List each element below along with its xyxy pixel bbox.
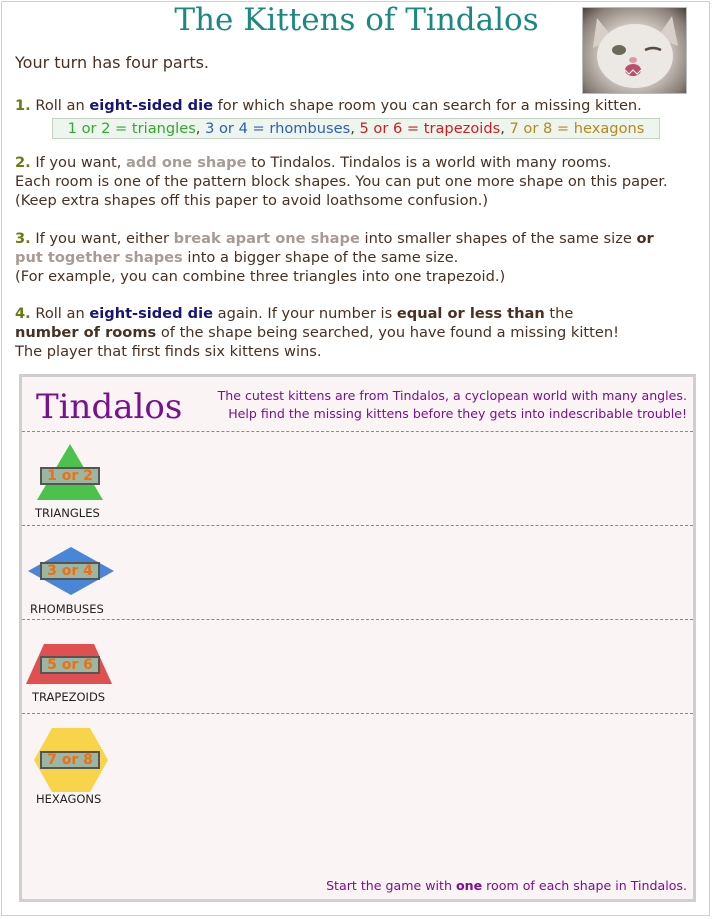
board-title: Tindalos xyxy=(36,387,183,427)
room-hexagons xyxy=(22,714,222,814)
step-2 xyxy=(15,153,668,210)
room-trapezoids xyxy=(22,620,222,713)
separator: , xyxy=(195,120,206,137)
room-rhombuses xyxy=(22,526,222,619)
step-text: into smaller shapes of the same size xyxy=(359,230,637,247)
mapping-trapezoids: 5 or 6 = trapezoids xyxy=(359,120,501,137)
separator: , xyxy=(350,120,360,137)
emphasis: equal or less than xyxy=(396,305,545,322)
footer-text: room of each shape in Tindalos. xyxy=(482,878,687,893)
step-number: 2. xyxy=(15,154,31,171)
mapping-triangles: 1 or 2 = triangles xyxy=(67,120,196,137)
step-text: (For example, you can combine three triangles into one trapezoid.) xyxy=(15,268,506,285)
step-text: (Keep extra shapes off this paper to avoid loathsome confusion.) xyxy=(15,192,489,209)
room-name: TRAPEZOIDS xyxy=(32,690,106,704)
board-subtitle xyxy=(218,387,687,423)
step-text: the xyxy=(544,305,574,322)
step-text: The player that first finds six kittens wins. xyxy=(15,343,322,360)
intro-text: Your turn has four parts. xyxy=(15,53,210,72)
emphasis: add one shape xyxy=(126,154,247,171)
step-3 xyxy=(15,229,654,286)
kitten-photo xyxy=(582,7,687,94)
step-text: Roll an xyxy=(30,97,90,114)
room-name: TRIANGLES xyxy=(35,506,100,520)
room-triangles xyxy=(22,432,222,525)
emphasis: number of rooms xyxy=(15,324,157,341)
footer-emphasis: one xyxy=(455,878,483,893)
step-number: 3. xyxy=(15,230,31,247)
emphasis: or xyxy=(636,230,654,247)
step-number: 4. xyxy=(15,305,31,322)
step-text: to Tindalos. Tindalos is a world with many rooms. xyxy=(246,154,612,171)
roll-label: 3 or 4 xyxy=(40,562,100,580)
emphasis: eight-sided die xyxy=(89,97,214,114)
step-1 xyxy=(15,96,642,115)
roll-label: 5 or 6 xyxy=(40,656,100,674)
roll-mapping xyxy=(52,118,660,139)
step-text: of the shape being searched, you have found a missing kitten! xyxy=(156,324,619,341)
board-subtitle-line: Help find the missing kittens before they gets into indescribable trouble! xyxy=(228,406,687,421)
tindalos-board xyxy=(19,374,696,902)
step-text: again. If your number is xyxy=(213,305,397,322)
emphasis: break apart one shape xyxy=(173,230,360,247)
step-text: Each room is one of the pattern block shapes. You can put one more shape on this paper. xyxy=(15,173,668,190)
footer-text: Start the game with xyxy=(326,878,456,893)
board-footer xyxy=(326,878,687,893)
room-name: HEXAGONS xyxy=(36,792,102,806)
roll-label: 1 or 2 xyxy=(40,467,100,485)
step-text: for which shape room you can search for a missing kitten. xyxy=(213,97,642,114)
emphasis: put together shapes xyxy=(15,249,183,266)
step-4 xyxy=(15,304,619,361)
step-number: 1. xyxy=(15,97,31,114)
room-name: RHOMBUSES xyxy=(30,602,104,616)
emphasis: eight-sided die xyxy=(89,305,214,322)
step-text: into a bigger shape of the same size. xyxy=(182,249,459,266)
separator: , xyxy=(500,120,510,137)
board-subtitle-line: The cutest kittens are from Tindalos, a cyclopean world with many angles. xyxy=(217,388,687,403)
page-title: The Kittens of Tindalos xyxy=(174,2,539,38)
roll-label: 7 or 8 xyxy=(40,751,100,769)
step-text: If you want, either xyxy=(30,230,174,247)
step-text: Roll an xyxy=(30,305,90,322)
mapping-rhombuses: 3 or 4 = rhombuses xyxy=(205,120,351,137)
step-text: If you want, xyxy=(30,154,127,171)
mapping-hexagons: 7 or 8 = hexagons xyxy=(509,120,645,137)
